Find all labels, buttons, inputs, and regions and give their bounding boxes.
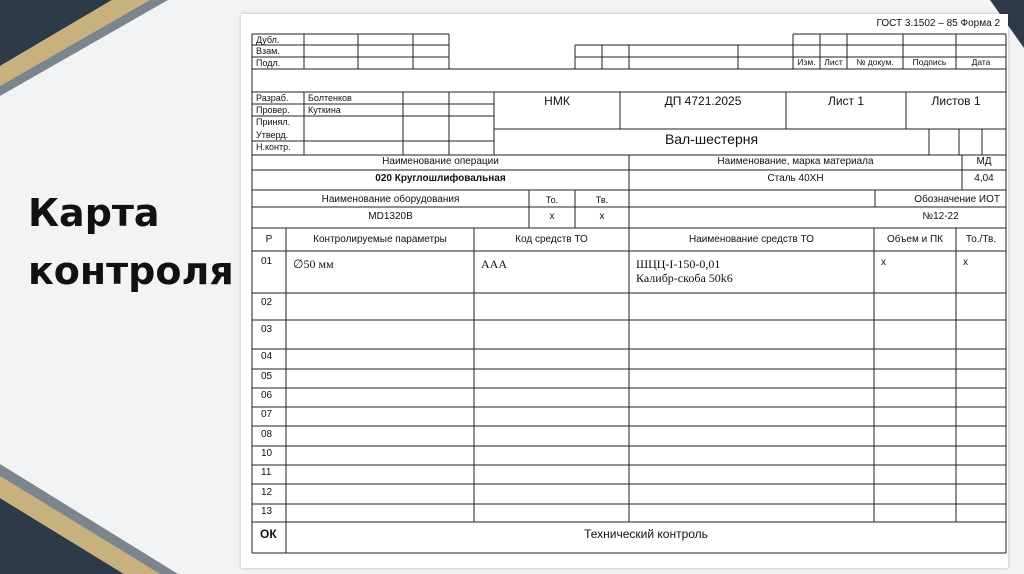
title-line-2: контроля bbox=[28, 249, 234, 293]
row-number: 04 bbox=[261, 351, 273, 362]
row-number: 11 bbox=[261, 467, 272, 478]
md-label: МД bbox=[976, 156, 992, 167]
corner-label-podl: Подл. bbox=[256, 58, 281, 68]
material-value: Сталь 40ХН bbox=[767, 173, 824, 184]
iot-value: №12-22 bbox=[922, 211, 959, 222]
column-header-time: То./Тв. bbox=[965, 234, 997, 245]
revision-label-signature: Подпись bbox=[912, 57, 947, 67]
iot-label: Обозначение ИОТ bbox=[914, 194, 1000, 205]
row-tool-1: ШЦЦ-I-150-0,01 bbox=[636, 257, 721, 271]
row-number: 08 bbox=[261, 429, 273, 440]
to-value: х bbox=[549, 211, 555, 222]
material-label: Наименование, марка материала bbox=[717, 156, 874, 167]
corner-label-dubl: Дубл. bbox=[256, 35, 280, 45]
column-header-p: Р bbox=[265, 234, 273, 245]
signature-role-accepted: Принял. bbox=[256, 117, 291, 127]
row-param: ∅50 мм bbox=[293, 257, 334, 271]
slide-title bbox=[28, 184, 234, 300]
control-card-form bbox=[241, 14, 1008, 568]
equipment-label: Наименование оборудования bbox=[321, 194, 460, 205]
signature-name-developer: Болтенков bbox=[308, 93, 352, 103]
row-number: 12 bbox=[261, 487, 273, 498]
row-tool-2: Калибр-скоба 50k6 bbox=[636, 271, 733, 285]
signature-name-checker: Куткина bbox=[308, 105, 341, 115]
row-number: 07 bbox=[261, 409, 273, 420]
to-label: То. bbox=[545, 195, 559, 205]
form-standard-header: ГОСТ 3.1502 – 85 Форма 2 bbox=[876, 18, 1000, 29]
tv-label: Тв. bbox=[595, 195, 609, 205]
signature-role-developer: Разраб. bbox=[256, 93, 289, 103]
revision-label-izm: Изм. bbox=[797, 57, 816, 67]
title-line-1: Карта bbox=[28, 191, 160, 235]
row-number: 06 bbox=[261, 390, 273, 401]
sheets-total: Листов 1 bbox=[931, 94, 981, 108]
organization: НМК bbox=[544, 94, 570, 108]
md-value: 4,04 bbox=[974, 173, 994, 184]
row-number: 05 bbox=[261, 371, 273, 382]
row-number: 03 bbox=[261, 324, 273, 335]
signature-role-checker: Провер. bbox=[256, 105, 290, 115]
row-number: 10 bbox=[261, 448, 273, 459]
ok-label: ОК bbox=[260, 527, 277, 541]
signature-role-approved: Утверд. bbox=[256, 130, 289, 140]
row-number: 13 bbox=[261, 506, 273, 517]
corner-label-vzam: Взам. bbox=[256, 46, 280, 56]
ok-text: Технический контроль bbox=[584, 527, 708, 541]
document-code: ДП 4721.2025 bbox=[664, 94, 742, 108]
revision-label-date: Дата bbox=[971, 57, 991, 67]
sheet-number: Лист 1 bbox=[827, 94, 865, 108]
column-header-tools: Наименование средств ТО bbox=[689, 234, 814, 245]
column-header-params: Контролируемые параметры bbox=[313, 234, 447, 245]
row-volume: х bbox=[881, 257, 886, 268]
column-header-code: Код средств ТО bbox=[515, 234, 588, 245]
column-header-volume: Объем и ПК bbox=[886, 234, 943, 245]
revision-label-doc-no: № докум. bbox=[856, 57, 894, 67]
operation-name-label: Наименование операции bbox=[382, 156, 499, 167]
equipment-value: MD1320B bbox=[368, 211, 413, 222]
row-number: 02 bbox=[261, 297, 273, 308]
part-name: Вал-шестерня bbox=[664, 131, 759, 147]
row-time: х bbox=[963, 257, 968, 268]
signature-role-norm-control: Н.контр. bbox=[256, 142, 291, 152]
row-code: ААА bbox=[481, 257, 507, 271]
operation-value: 020 Круглошлифовальная bbox=[375, 173, 506, 184]
revision-label-list: Лист bbox=[824, 57, 843, 67]
row-number: 01 bbox=[261, 256, 273, 267]
tv-value: х bbox=[599, 211, 605, 222]
